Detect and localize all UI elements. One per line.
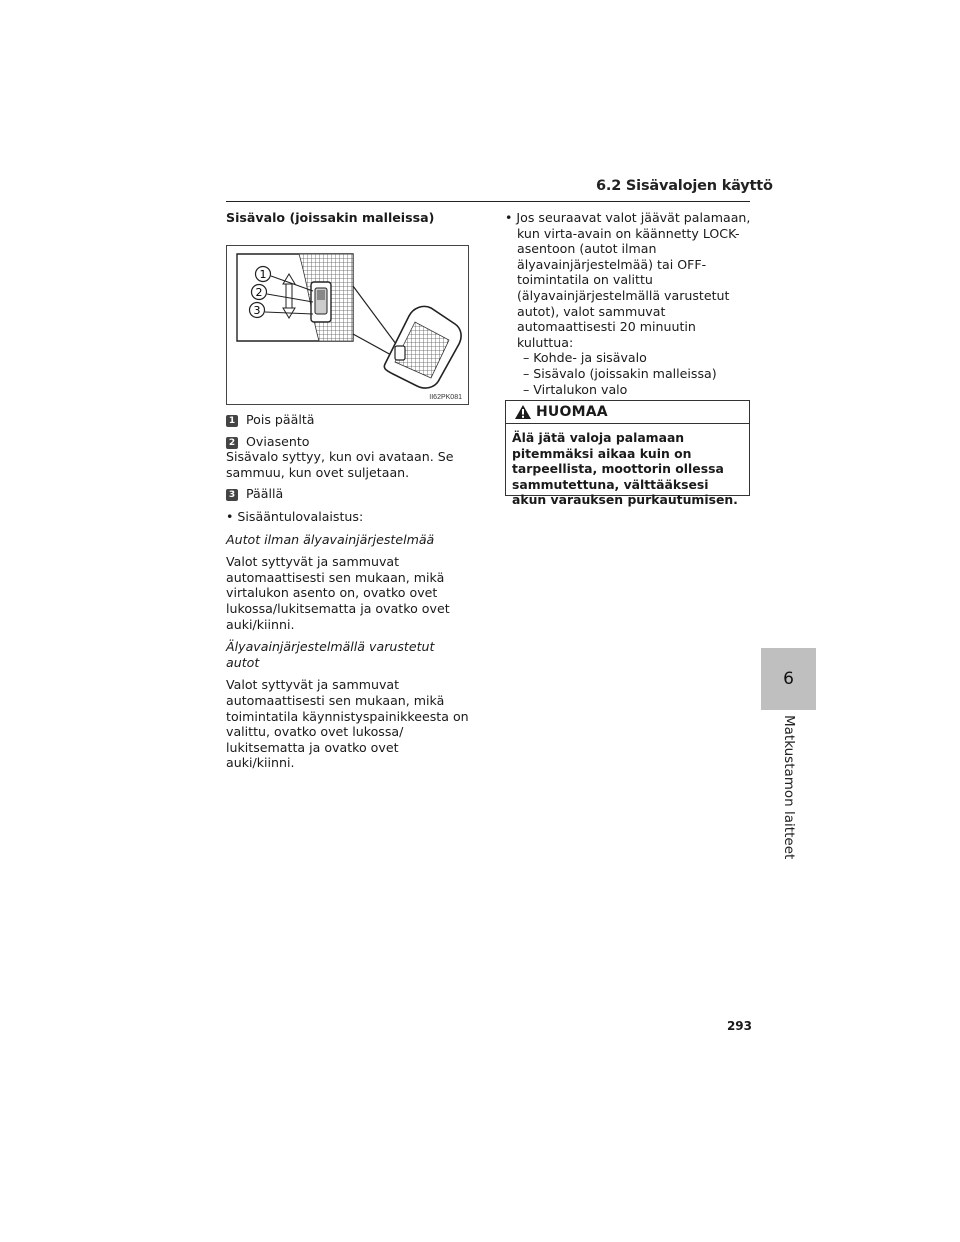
item-1-number: 1 bbox=[226, 415, 238, 427]
subsection-1-title: Autot ilman älyavainjärjestelmää bbox=[226, 531, 435, 547]
section-title: 6.2 Sisävalojen käyttö bbox=[596, 178, 773, 194]
left-column bbox=[226, 412, 471, 771]
figure-code: II62PK081 bbox=[429, 394, 462, 401]
header-rule bbox=[226, 201, 750, 202]
list-item: – Virtalukon valo bbox=[523, 381, 628, 397]
list-item: – Kohde- ja sisävalo bbox=[523, 350, 647, 366]
chapter-label bbox=[781, 715, 799, 860]
page-number: 293 bbox=[726, 1019, 752, 1033]
entry-lighting-bullet: • Sisääntulovalaistus: bbox=[226, 508, 364, 524]
notice-header bbox=[506, 401, 749, 424]
notice-box bbox=[505, 400, 750, 508]
item-3-number: 3 bbox=[226, 489, 238, 501]
chapter-number: 6 bbox=[783, 669, 794, 689]
item-1-label: Pois päältä bbox=[246, 412, 315, 427]
item-2-number: 2 bbox=[226, 437, 238, 449]
subsection-2-text: Valot syttyvät ja sammuvat automaattisesti sen mukaan, mikä toimintatila käynnistyspainikkeesta on valittu, ovatko ovet lukossa/ lukitsematta ja ovatko ovet auki/kiinni. bbox=[226, 677, 469, 771]
auto-off-list bbox=[505, 350, 755, 397]
notice-title: HUOMAA bbox=[536, 404, 608, 420]
subsection-2-title: Älyavainjärjestelmällä varustetut autot bbox=[226, 639, 435, 670]
subsection-1-text: Valot syttyvät ja sammuvat automaattisesti sen mukaan, mikä virtalukon asento on, ovatko ovet lukossa/lukitsematta ja ovatko ovet auki/kiinni. bbox=[226, 554, 450, 632]
chapter-tab bbox=[761, 648, 816, 710]
item-3-label: Päällä bbox=[246, 486, 284, 502]
subheading: Sisävalo (joissakin malleissa) bbox=[226, 210, 435, 225]
svg-text:3: 3 bbox=[253, 304, 261, 317]
interior-light-illustration bbox=[227, 246, 468, 404]
auto-off-bullet: • Jos seuraavat valot jäävät palamaan, kun virta-avain on käännetty LOCK-asentoon (autot ilman älyavainjärjestelmää) tai OFF-toimintatila on valittu (älyavainjärjestelmällä varustetut autot), valot sammuvat automaattisesti 20 minuutin kuluttua: bbox=[505, 210, 751, 350]
item-3 bbox=[226, 486, 471, 502]
warning-icon bbox=[514, 404, 532, 420]
item-2-label: Oviasento bbox=[246, 433, 310, 449]
chapter-label-text: Matkustamon laitteet bbox=[781, 715, 797, 860]
item-2-description: Sisävalo syttyy, kun ovi avataan. Se sammuu, kun ovet suljetaan. bbox=[226, 449, 454, 480]
svg-text:1: 1 bbox=[259, 268, 267, 281]
svg-text:2: 2 bbox=[255, 286, 263, 299]
interior-light-figure bbox=[226, 245, 469, 405]
list-item: – Sisävalo (joissakin malleissa) bbox=[523, 365, 717, 381]
notice-text: Älä jätä valoja palamaan pitemmäksi aikaa kuin on tarpeellista, moottorin ollessa sammutettuna, välttääksesi akun varauksen purkautumisen. bbox=[512, 430, 738, 508]
item-1 bbox=[226, 412, 471, 428]
item-2 bbox=[226, 434, 471, 450]
right-column bbox=[505, 210, 755, 397]
